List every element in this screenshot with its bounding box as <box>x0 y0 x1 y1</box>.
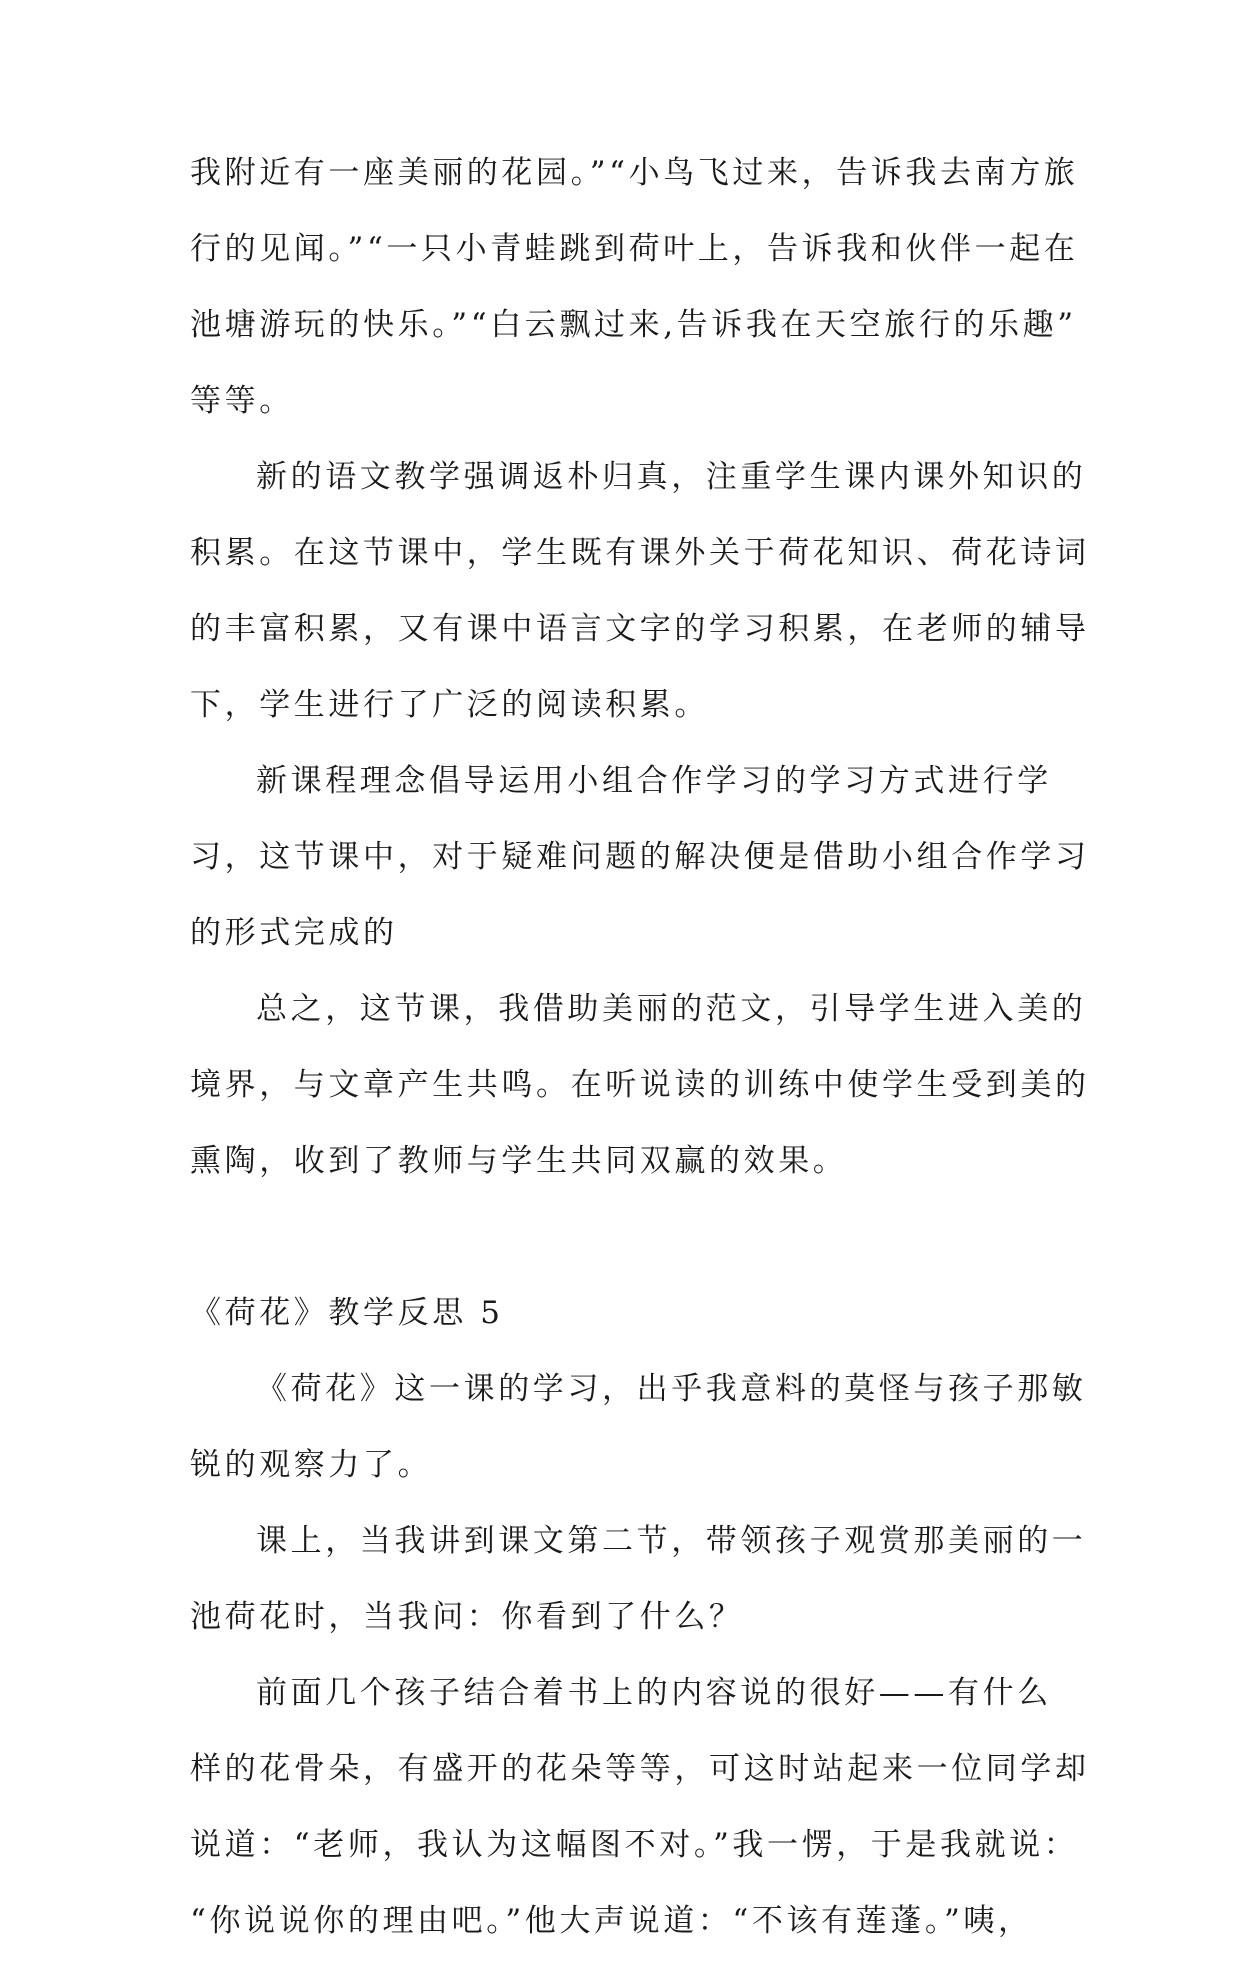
text-line: 境界，与文章产生共鸣。在听说读的训练中使学生受到美的 <box>190 1067 1090 1103</box>
text-line: 的丰富积累，又有课中语言文字的学习积累，在老师的辅导 <box>190 611 1090 647</box>
section-gap <box>190 1222 1070 1253</box>
text-line: 积累。在这节课中，学生既有课外关于荷花知识、荷花诗词 <box>190 535 1090 571</box>
text-line: 的形式完成的 <box>190 915 398 951</box>
text-line: “你说说你的理由吧。”他大声说道：“不该有莲蓬。”咦， <box>190 1903 1033 1939</box>
paragraph-first-line: 课上，当我讲到课文第二节，带领孩子观赏那美丽的一 <box>256 1523 1087 1559</box>
text-line: 锐的观察力了。 <box>190 1447 433 1483</box>
paragraph-first-line: 总之，这节课，我借助美丽的范文，引导学生进入美的 <box>256 991 1087 1027</box>
text-line: 样的花骨朵，有盛开的花朵等等，可这时站起来一位同学却 <box>190 1751 1090 1787</box>
text-line: 等等。 <box>190 383 294 419</box>
text-line: 我附近有一座美丽的花园。”“小鸟飞过来，告诉我去南方旅 <box>190 155 1079 191</box>
paragraph-first-line: 《荷花》这一课的学习，出乎我意料的莫怪与孩子那敏 <box>256 1371 1087 1407</box>
paragraph-first-line: 新的语文教学强调返朴归真，注重学生课内课外知识的 <box>256 459 1087 495</box>
text-line: 下，学生进行了广泛的阅读积累。 <box>190 687 709 723</box>
document-body <box>190 155 1090 1982</box>
text-line: 池荷花时，当我问：你看到了什么？ <box>190 1599 744 1635</box>
text-line: 熏陶，收到了教师与学生共同双赢的效果。 <box>190 1143 848 1179</box>
text-line: 说道：“老师，我认为这幅图不对。”我一愣，于是我就说： <box>190 1827 1079 1863</box>
text-line: 习，这节课中，对于疑难问题的解决便是借助小组合作学习 <box>190 839 1090 875</box>
paragraph-first-line: 新课程理念倡导运用小组合作学习的学习方式进行学 <box>256 763 1052 799</box>
paragraph-first-line: 前面几个孩子结合着书上的内容说的很好——有什么 <box>256 1675 1052 1711</box>
text-line: 行的见闻。”“一只小青蛙跳到荷叶上，告诉我和伙伴一起在 <box>190 231 1079 267</box>
section-heading: 《荷花》教学反思 5 <box>190 1295 504 1331</box>
text-line: 池塘游玩的快乐。”“白云飘过来,告诉我在天空旅行的乐趣” <box>190 307 1077 343</box>
